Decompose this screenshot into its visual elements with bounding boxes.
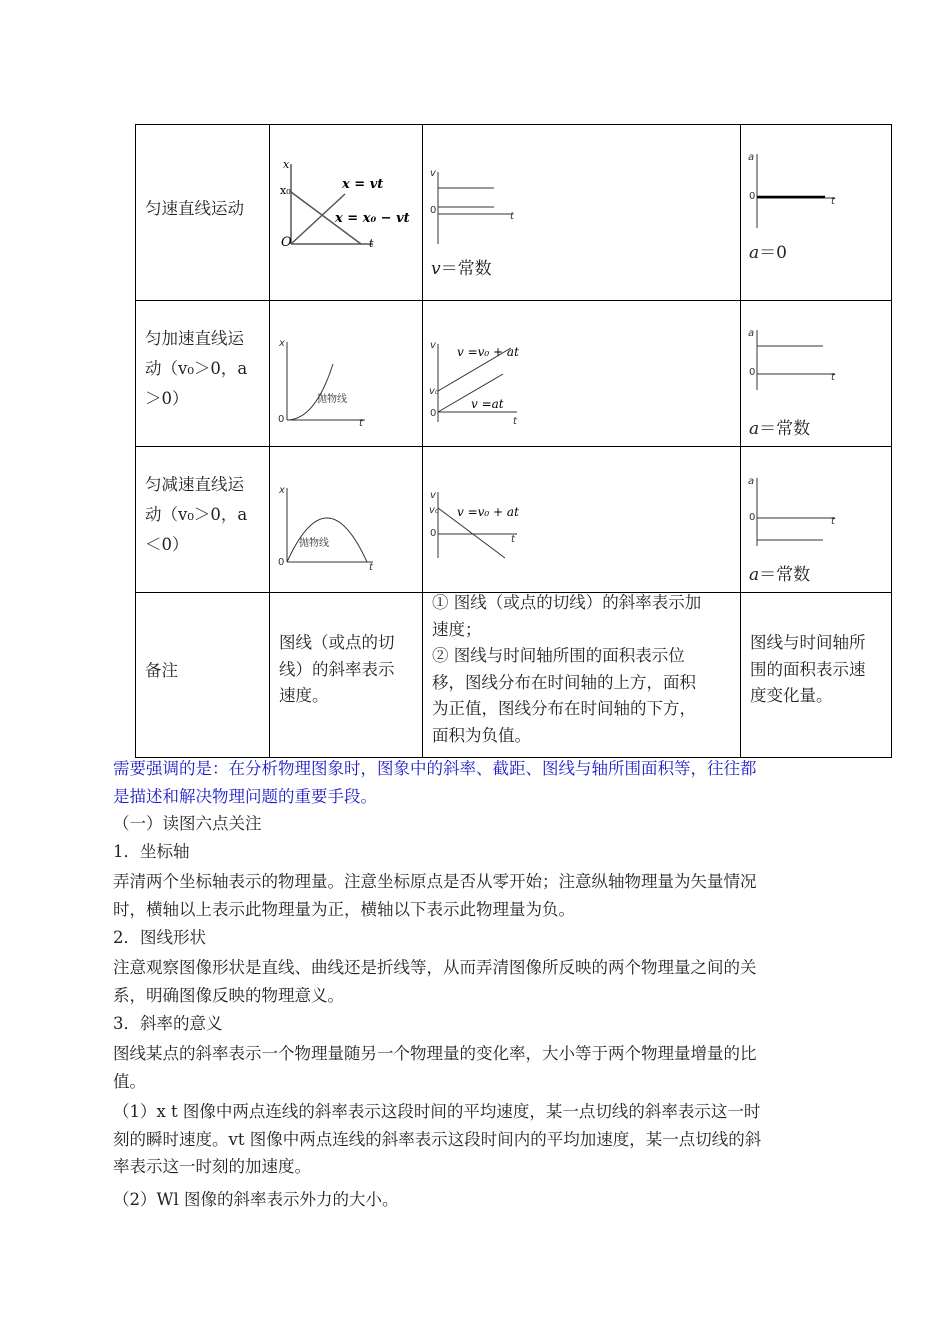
axis-x-label: x: [283, 158, 290, 171]
axis-t-label: t: [831, 372, 835, 383]
caption-text: ＝常数: [440, 259, 492, 279]
note-line: 线）的斜率表示: [279, 659, 395, 679]
table-divider: [135, 446, 892, 447]
axis-v-label: v: [430, 340, 436, 351]
table-border-left: [135, 124, 136, 758]
text-line: 系，明确图像反映的物理意义。: [113, 985, 344, 1005]
heading-shape: 2．图线形状: [113, 928, 206, 947]
x-t-graph-accelerating: [275, 334, 375, 434]
label-line: 匀减速直线运: [145, 475, 244, 494]
emphasis-paragraph: [113, 755, 843, 810]
zero-label: 0: [749, 191, 756, 202]
v-caption-uniform: [431, 254, 492, 279]
zero-label: 0: [749, 512, 756, 523]
x0-label: x₀: [280, 184, 291, 197]
text-line: （1）x t 图像中两点连线的斜率表示这段时间的平均速度，某一点切线的斜率表示这一时: [113, 1102, 761, 1121]
motion-graph-table: [135, 124, 892, 758]
axis-t-label: t: [369, 237, 374, 250]
text-line: 率表示这一时刻的加速度。: [113, 1157, 311, 1176]
a-caption-accelerating: [749, 414, 810, 439]
paragraph-work: （2）Wl 图像的斜率表示外力的大小。: [113, 1190, 399, 1209]
zero-label: 0: [749, 367, 756, 378]
note-line: 速度。: [279, 686, 329, 705]
zero-label: 0: [278, 557, 285, 568]
table-divider: [269, 124, 270, 758]
parabola-label: 抛物线: [299, 538, 329, 549]
caption-text: ＝常数: [759, 419, 811, 439]
axis-a-label: a: [748, 476, 755, 487]
axis-t-label: t: [369, 562, 373, 573]
text-line: 图线某点的斜率表示一个物理量随另一个物理量的变化率，大小等于两个物理量增量的比: [113, 1044, 757, 1063]
axis-t-label: t: [831, 516, 835, 527]
caption-text: ＝0: [759, 243, 787, 263]
axis-v-label: v: [430, 490, 436, 501]
v-t-graph-uniform: [427, 164, 527, 249]
section-heading: （一）读图六点关注: [113, 814, 262, 833]
table-divider: [740, 124, 741, 758]
a-variable: a: [749, 243, 760, 263]
row-label-decelerating: [145, 470, 247, 560]
note-line: 图线与时间轴所: [750, 633, 866, 652]
x-t-graph-decelerating: [275, 480, 385, 580]
label-line: ＜0）: [145, 535, 189, 554]
a-t-graph-decelerating: [743, 472, 843, 552]
a-variable: a: [749, 565, 760, 585]
row-label-notes: 备注: [145, 661, 178, 680]
note-line: 面积为负值。: [432, 725, 531, 745]
paragraph-slope-detail: [113, 1098, 843, 1181]
equation-label: x = x₀ − vt: [335, 211, 410, 226]
note-line: 速度；: [432, 619, 482, 639]
note-line: 移，图线分布在时间轴的上方，面积: [432, 672, 696, 692]
label-line: 匀加速直线运: [145, 329, 244, 348]
heading-axis: 1．坐标轴: [113, 842, 190, 861]
paragraph-axis: [113, 868, 843, 923]
text-line: 值。: [113, 1071, 146, 1091]
axis-x-label: x: [279, 485, 285, 496]
label-line: 动（v₀＞0，a: [145, 505, 248, 524]
equation-label: v =at: [471, 397, 504, 411]
axis-t-label: t: [511, 534, 515, 545]
paragraph-slope: [113, 1040, 843, 1095]
axis-t-label: t: [831, 196, 835, 207]
equation-label: v =v₀ + at: [457, 345, 519, 359]
origin-label: O: [281, 235, 292, 250]
note-line: 围的面积表示速: [750, 659, 866, 679]
v-t-note: [432, 590, 738, 749]
v-variable: v: [431, 259, 441, 279]
zero-label: 0: [430, 205, 437, 216]
zero-label: 0: [430, 528, 437, 539]
text-line: 注意观察图像形状是直线、曲线还是折线等，从而弄清图像所反映的两个物理量之间的关: [113, 958, 757, 977]
text-line: 刻的瞬时速度。vt 图像中两点连线的斜率表示这段时间内的平均加速度，某一点切线的斜: [113, 1129, 762, 1149]
row-label-uniform: 匀速直线运动: [145, 199, 244, 218]
paragraph-shape: [113, 954, 843, 1009]
note-line: 为正值，图线分布在时间轴的下方，: [432, 699, 696, 718]
equation-label: x = vt: [342, 177, 384, 192]
axis-v-label: v: [430, 168, 436, 179]
axis-x-label: x: [279, 338, 285, 349]
text-line: 是描述和解决物理问题的重要手段。: [113, 786, 377, 806]
v0-label: v₀: [429, 505, 439, 516]
note-line: 度变化量。: [750, 686, 833, 705]
a-variable: a: [749, 419, 760, 439]
axis-t-label: t: [359, 418, 363, 429]
v-t-graph-decelerating: [427, 486, 547, 576]
table-divider: [135, 300, 892, 301]
a-caption-decelerating: [749, 560, 810, 585]
heading-slope: 3．斜率的意义: [113, 1014, 223, 1033]
note-line: ② 图线与时间轴所围的面积表示位: [432, 646, 685, 665]
label-line: ＞0）: [145, 389, 189, 408]
axis-t-label: t: [513, 416, 517, 427]
a-t-graph-accelerating: [743, 324, 843, 394]
zero-label: 0: [278, 414, 285, 425]
v-t-graph-accelerating: [427, 334, 547, 434]
parabola-label: 抛物线: [317, 394, 347, 405]
text-line: 弄清两个坐标轴表示的物理量。注意坐标原点是否从零开始；注意纵轴物理量为矢量情况: [113, 872, 757, 891]
table-border-right: [891, 124, 892, 758]
note-line: 图线（或点的切: [279, 633, 395, 652]
row-label-accelerating: [145, 324, 247, 414]
a-t-graph-uniform: [743, 150, 843, 230]
caption-text: ＝常数: [759, 565, 811, 585]
zero-label: 0: [430, 408, 437, 419]
label-line: 动（v₀＞0，a: [145, 359, 248, 378]
text-line: 需要强调的是：在分析物理图象时，图象中的斜率、截距、图线与轴所围面积等，往往都: [113, 759, 757, 778]
a-caption-uniform: [749, 238, 787, 263]
a-t-note: [750, 630, 890, 710]
axis-a-label: a: [748, 328, 755, 339]
table-border-top: [135, 124, 892, 125]
x-t-graph-uniform: [273, 154, 423, 254]
equation-label: v =v₀ + at: [457, 505, 519, 519]
note-line: ① 图线（或点的切线）的斜率表示加: [432, 593, 702, 612]
axis-a-label: a: [748, 152, 755, 163]
x-t-note: [279, 630, 419, 710]
axis-t-label: t: [510, 211, 514, 222]
text-line: 时，横轴以上表示此物理量为正，横轴以下表示此物理量为负。: [113, 899, 575, 919]
v0-label: v₀: [429, 386, 439, 397]
